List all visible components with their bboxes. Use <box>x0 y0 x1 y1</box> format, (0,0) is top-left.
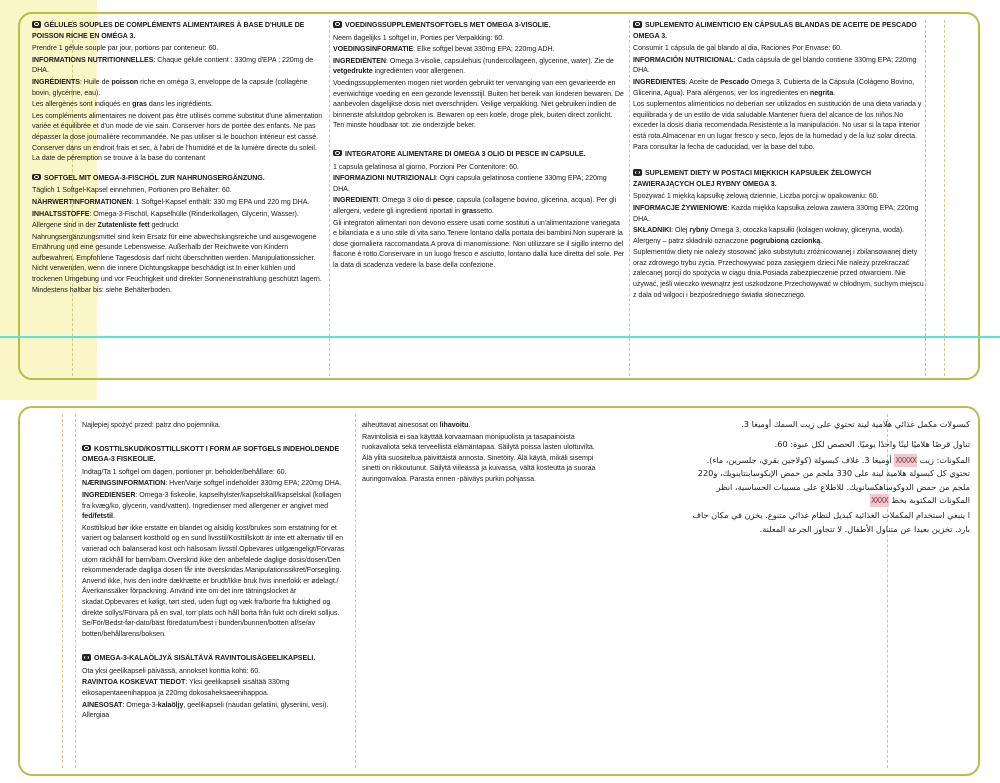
ingredients-line-ar: المكونات: زيت XXXXX أوميغا 3. غلاف كبسولة (كولاجين بقري، جلسرين، ماء). تحتوي كل كبسولة هلامية لينة على 330 ملجم من حمض الإيكوسابنتاينويك، و220 ملجم من حمض الدوكوساهكسانويك. للاطلاع على مسببات الحساسية، انظر المكونات المكتوبة بخط XXXX <box>690 454 970 508</box>
dosage-line: Ota yksi geelikapseli päivässä, annokset konttia kohti: 60. <box>82 666 261 675</box>
warning-line-ar: ا ينبغي استخدام المكملات الغذائية كبديل لنظام غذائي متنوع. يخزن في مكان جاف بارد. تخزين بعيدا عن متناول الأطفال. لا تتجاوز الجرعة المعلنة. <box>692 510 970 534</box>
flag-icon-pl <box>633 169 642 176</box>
nutrition-line: INFORMATIONS NUTRITIONNELLES: Chaque gélule contient : 330mg d'EPA ; 220mg de DHA. <box>32 55 314 75</box>
ingredients-line: AINESOSAT: Omega-3-kalaöljy, geelikapseli (naudan gelatiini, glyseriini, vesi). Allergiaa <box>82 700 329 720</box>
flag-icon-nl <box>333 21 342 28</box>
ingredients-line: INGREDIËNTEN: Omega 3-visolie, capsulehuis (rundercollageen, glycerine, water). Zie de vetgedrukte ingrediënten voor allergenen. <box>333 56 614 76</box>
nutrition-line: RAVINTOA KOSKEVAT TIEDOT: Yksi geelikapseli sisältää 330mg eikosapentaeenihappoa ja 220mg dokosaheksaeenihappoa. <box>82 678 290 698</box>
block-heading-fr: GÉLULES SOUPLES DE COMPLÉMENTS ALIMENTAIRES À BASE D'HUILE DE POISSON RICHE EN OMÉGA 3. <box>32 21 305 40</box>
nutrition-line: VOEDINGSINFORMATIE: Elke softgel bevat 330mg EPA; 220mg ADH. <box>333 45 555 54</box>
column-guide-3 <box>629 20 630 376</box>
flag-icon-fr <box>32 21 41 28</box>
dosage-line: Prendre 1 gélule souple par jour, portions par conteneur: 60. <box>32 44 219 53</box>
scan-line <box>0 336 1000 338</box>
dosage-line: Spożywać 1 miękką kapsułkę żelową dziennie, Liczba porcji w opakowaniu: 60. <box>633 192 879 201</box>
column-guide-7 <box>75 414 76 768</box>
dosage-line-ar: تناول قرصًا هلاميًا لينًا واحدًا يوميًا. الحصص لكل عبوة: 60. <box>774 439 970 450</box>
redaction-mark: XXXX <box>870 494 889 507</box>
lang-block-da-sv <box>82 444 350 640</box>
block-heading-de: SOFTGEL MIT OMEGA-3-FISCHÖL ZUR NAHRUNGSERGÄNZUNG. <box>32 173 324 184</box>
column-guide-4 <box>925 20 926 376</box>
bestbefore-line: Najlepiej spożyć przed: patrz dno pojemnika. <box>82 421 221 429</box>
ingredients-line: INGREDIENSER: Omega-3 fiskeolie, kapselhylster/kapselskall/kapselskal (kollagen fra kvæg/ko, glycerin, vand/vatten). Ingredienser med allergener er angivet med fed/fetstil. <box>82 490 342 521</box>
lang-block-pl-cont <box>82 420 350 431</box>
block-heading-nl: VOEDINGSSUPPLEMENTSOFTGELS MET OMEGA 3-VISOLIE. <box>333 20 625 31</box>
flag-icon-de <box>32 174 41 181</box>
lang-block-fi <box>82 653 350 721</box>
dosage-line: Neem dagelijks 1 softgel in, Porties per Verpakking: 60. <box>333 33 505 42</box>
allergen-line: Allergene sind in der Zutatenliste fett gedruckt <box>32 221 179 230</box>
warning-line: Voedingssupplementen mogen niet worden gebruikt ter vervanging van een gevarieerde en evenwichtige voeding en een gezonde levensstijl. Buiten het bereik van kinderen bewaren. De aanbevolen dagelijkse dosis niet overschrijden. Veilige verpakking. Niet gebruiken indien de binnenste afsluitdop gebroken is. Bewaren op een koele, droge plek, buiten direct zonlicht. Ten minste houdbaar tot: zie onderzijde beker. <box>333 78 624 130</box>
dosage-line: 1 capsula gelatinosa al giorno, Porzioni Per Contenitore: 60. <box>333 162 519 171</box>
lang-block-fr <box>32 20 324 164</box>
flag-icon-es <box>633 21 642 28</box>
redaction-mark: XXXXX <box>894 454 917 467</box>
column-guide-2 <box>329 20 330 376</box>
warning-line: Suplementów diety nie należy stosować jako substytutu zróżnicowanej i zbilansowanej diety oraz zdrowego trybu życia. Przechowywać poza zasięgiem dzieci.Nie należy przekraczać zalecanej porcji do spożycia w ciągu dnia.Posiada zabezpieczenie przed otwarciem. Nie używać, jeśli wieczko wewnątrz jest uszkodzone.Przechowywać w chłodnym, suchym miejscu z dala od wilgoci i bezpośredniego światła słonecznego. <box>633 248 924 299</box>
top-column-right <box>633 20 925 301</box>
ingredients-line: INGREDIENTI: Omega 3 olio di pesce, capsula (collagene bovino, glicerina, acqua). Per gli allergeni, vedere gli ingredienti riportati in grassetto. <box>333 196 617 215</box>
warning-line: Nahrungsergänzungsmittel sind kein Ersatz für eine abwechslungsreiche und ausgewogene Ernährung und eine gesunde Lebensweise. Außerhalb der Reichweite von Kindern aufbewahren. Empfohlene Tagesdosis darf nicht überschritten werden. Manipulationssicher. Nicht verwenden, wenn die innere Dichtungskappe beschädigt ist.In einer kühlen und trockenen Umgebung und vor Feuchtigkeit und direkter Sonneneinstrahlung geschützt lagern. Mindestens haltbar bis: siehe Behälterboden. <box>32 232 322 294</box>
column-guide-5 <box>944 20 945 376</box>
nutrition-line: INFORMAZIONI NUTRIZIONALI: Ogni capsula gelatinosa contiene 330mg EPA; 220mg DHA. <box>333 174 607 193</box>
flag-icon-it <box>333 150 342 157</box>
column-guide-6 <box>62 414 63 768</box>
lang-block-ar <box>690 418 970 536</box>
lang-block-de <box>32 173 324 296</box>
nutrition-line: INFORMACIÓN NUTRICIONAL: Cada cápsula de gel blando contiene 330mg EPA; 220mg DHA. <box>633 55 917 75</box>
flag-icon-da-sv <box>82 445 91 452</box>
bottom-column-arabic <box>690 418 970 538</box>
allergen-line: Les allergènes sont indiqués en gras dans les ingrédients. <box>32 100 213 109</box>
column-guide-8 <box>355 414 356 768</box>
dosage-line: Consumir 1 cápsula de gal blando al dia, Raciones Por Envase: 60. <box>633 44 842 53</box>
warning-line: Gli integratori alimentari non devono essere usati come sostituti a un'alimentazione variegata e bilanciata e a uno stile di vita sano.Tenere lontano dalla portata dei bambini.Non superare la dose giornaliera raccomandata.A prova di manomissione. Non utilizzare se il sigillo interno del flacone è rotto.Conservare in un luogo fresco e asciutto, lontano dalla luce diretta del sole. Per la data di scadenza vedere la base della confezione. <box>333 218 625 269</box>
warning-line: Ravintolisiä ei saa käyttää korvaamaan monipuolista ja tasapainoista ruokavaliota sekä terveellistä elämäntapaa. Säilytä poissa lasten ulottuvilta. Älä ylitä suositeltua päivittäistä annosta. Sinetöity. Älä käytä, mikäli sisempi sinetti on rikkoutunut. Säilytä viileässä ja kuivassa, vältä kosteutta ja suoraa auringonvaloa. Parasta ennen -päiväys purkin pohjassa. <box>362 432 596 483</box>
ingredients-line: SKŁADNIKI: Olej rybny Omega 3, otoczka kapsułki (kolagen wołowy, gliceryna, woda). Alergeny – patrz składniki oznaczone pogrubioną czcionką. <box>633 226 904 245</box>
lang-block-nl <box>333 20 625 131</box>
flag-icon-fi <box>82 654 91 661</box>
allergen-line: aiheuttavat ainesosat on lihavoitu. <box>362 421 471 429</box>
block-heading-es: SUPLEMENTO ALIMENTICIO EN CÁPSULAS BLANDAS DE ACEITE DE PESCADO OMEGA 3. <box>633 21 917 40</box>
dosage-line: Täglich 1 Softgel-Kapsel einnehmen, Portionen pro Behälter: 60. <box>32 186 232 195</box>
lang-block-pl <box>633 168 925 300</box>
warning-line: Les compléments alimentaires ne doivent pas être utilisés comme substitut d'une alimentation variée et équilibrée et d'un mode de vie sain. Conserver hors de portée des enfants. Ne pas dépasser la dose journalière recommandée. Ne pas utiliser si le bouchon intérieur est cassé. Conserver dans un endroit frais et sec, à l'abri de l'humidité et de la lumière directe du soleil. La date de péremption se trouve à la base du contenant <box>32 111 323 163</box>
product-title-ar: كبسولات مكمل غذائي هلامية لينة تحتوي على زيت السمك أوميغا 3. <box>741 419 970 429</box>
ingredients-line: INGREDIENTES: Aceite de Pescado Omega 3, Cubierta de la Cápsula (Colágeno Bovino, Glicerina, Agua). Para alérgenos, ver los ingredientes en negrita. <box>633 77 915 97</box>
lang-block-it <box>333 149 625 271</box>
top-column-middle <box>333 20 625 271</box>
block-heading-fi: OMEGA-3-KALAÖLJYÄ SISÄLTÄVÄ RAVINTOLISÄGEELIKAPSELI. <box>82 653 350 664</box>
lang-block-fi-cont <box>362 420 600 485</box>
nutrition-line: NÄHRWERTINFORMATIONEN: 1 Softgel-Kapsel enthält: 330 mg EPA und 220 mg DHA. <box>32 197 310 206</box>
warning-line: Los suplementos alimenticios no deberían ser utilizados en sustitución de una dieta variada y equilibrada y de un estilo de vida saludable.Mantener fuera del alcance de los niños.No exceder la dosis diaria recomendada.Resistente a la manipulación. No usar si la tapa interior está rota.Almacenar en un lugar fresco y seco, lejos de la humedad y de la luz solar directa. Para consultar la fecha de caducidad, ver la base del tubo. <box>633 100 922 151</box>
bottom-column-left <box>82 420 350 722</box>
block-heading-pl: SUPLEMENT DIETY W POSTACI MIĘKKICH KAPSUŁEK ŻELOWYCH ZAWIERAJĄCYCH OLEJ RYBNY OMEGA 3. <box>633 169 872 188</box>
block-heading-da-sv: KOSTTILSKUD/KOSTTILLSKOTT I FORM AF SOFTGELS INDEHOLDENDE OMEGA-3 FISKEOLIE. <box>82 444 340 464</box>
bottom-column-middle <box>362 420 600 486</box>
lang-block-es <box>633 20 925 152</box>
block-heading-it: INTEGRATORE ALIMENTARE DI OMEGA 3 OLIO DI PESCE IN CAPSULE. <box>333 149 625 160</box>
ingredients-line: INGRÉDIENTS: Huile de poisson riche en oméga 3, enveloppe de la capsule (collagène bovin, glycérine, eau). <box>32 77 308 97</box>
nutrition-line: INFORMACJE ŻYWIENIOWE: Każda miękka kapsułka żelowa zawiera 330mg EPA; 220mg DHA. <box>633 203 919 223</box>
nutrition-line: NÆRINGSINFORMATION: Hver/Varje softgel indeholder 330mg EPA; 220mg DHA. <box>82 479 342 488</box>
ingredients-line: INHALTSSTOFFE: Omega-3-Fischöl, Kapselhülle (Rinderkollagen, Glycerin, Wasser). <box>32 209 299 218</box>
warning-line: Kosttilskud bør ikke erstatte en blandet og alsidig kost/brukes som erstatning for et variert og balansert kosthold og en sund livsstil/Kosttillskott är inte ett alternativ till en varierad och balanserad kost och hälsosam livsstil.Opbevares utilgængeligt/Förvaras utom räckhåll for børn/barn.Overskrid ikke den anbefalede daglige dosis/dosen/Den rekommenderade dagliga dosen får inte överskridas.Manipulationssikret/Forsegling. Anvend ikke, hvis den indre dækhætte er brudt/Ikke bruk hvis innerlokk er ødelagt./Åverkanssäker förpackning. Använd inte om det inre tätningslocket är skadat.Opbevares et køligt, tørt sted, uden fugt og væk fra/borte fra fuktighed og direkte sollys/Förvara på en sval, torr plats och håll borta från fukt och direkt solljus. Se/För/Bedst-før-dato/bäst föredatum/best i bunden/bunnen/botten af/se/av botten/behållarens/boksen. <box>82 523 345 638</box>
top-column-left <box>32 20 324 296</box>
dosage-line: Indtag/Ta 1 softgel om dagen, portioner pr. beholder/behållare: 60. <box>82 467 287 476</box>
